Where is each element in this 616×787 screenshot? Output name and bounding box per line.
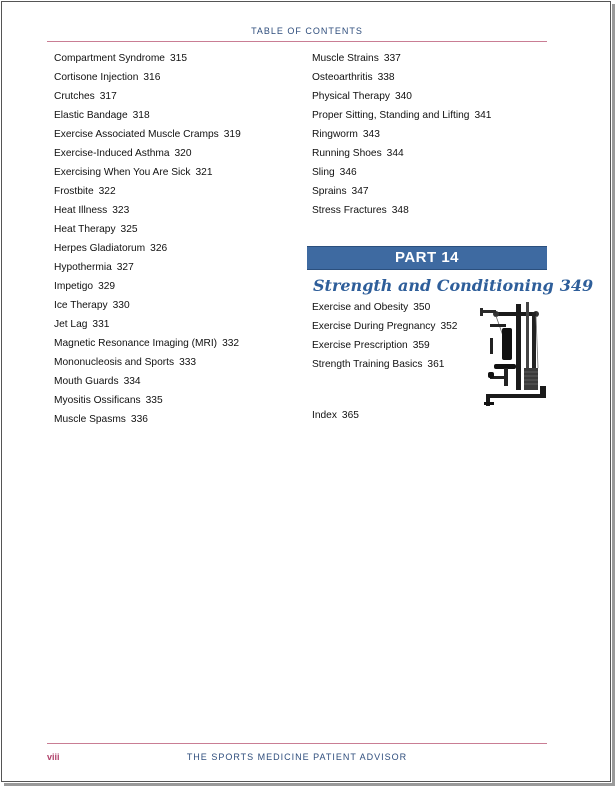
toc-entry[interactable]: Elastic Bandage 318 [54, 110, 150, 121]
toc-entry[interactable]: Mouth Guards 334 [54, 376, 141, 387]
toc-entry[interactable]: Strength Training Basics 361 [312, 359, 445, 370]
page-shadow-right [612, 4, 615, 785]
running-header: TABLE OF CONTENTS [251, 26, 363, 36]
toc-entry[interactable]: Crutches 317 [54, 91, 117, 102]
toc-entry[interactable]: Exercise Prescription 359 [312, 340, 430, 351]
toc-entry[interactable]: Ringworm 343 [312, 129, 380, 140]
footer-rule [47, 743, 547, 744]
toc-entry[interactable]: Myositis Ossificans 335 [54, 395, 163, 406]
toc-entry[interactable]: Muscle Strains 337 [312, 53, 401, 64]
weight-machine-icon [480, 298, 554, 410]
toc-entry[interactable]: Muscle Spasms 336 [54, 414, 148, 425]
toc-entry[interactable]: Jet Lag 331 [54, 319, 110, 330]
toc-entry[interactable]: Hypothermia 327 [54, 262, 134, 273]
part-entries [312, 298, 457, 374]
toc-entry[interactable]: Cortisone Injection 316 [54, 72, 161, 83]
page-shadow-bottom [4, 783, 615, 786]
toc-entry[interactable]: Exercise-Induced Asthma 320 [54, 148, 192, 159]
toc-right-column [312, 49, 491, 220]
toc-entry[interactable]: Heat Illness 323 [54, 205, 130, 216]
index-entry[interactable]: Index 365 [312, 410, 359, 421]
toc-entry[interactable]: Sprains 347 [312, 186, 369, 197]
toc-entry[interactable]: Exercising When You Are Sick 321 [54, 167, 213, 178]
running-footer: THE SPORTS MEDICINE PATIENT ADVISOR [186, 752, 408, 762]
toc-entry[interactable]: Proper Sitting, Standing and Lifting 341 [312, 110, 492, 121]
toc-entry[interactable]: Ice Therapy 330 [54, 300, 130, 311]
toc-entry[interactable]: Heat Therapy 325 [54, 224, 138, 235]
toc-entry[interactable]: Compartment Syndrome 315 [54, 53, 187, 64]
toc-entry[interactable]: Sling 346 [312, 167, 357, 178]
toc-entry[interactable]: Running Shoes 344 [312, 148, 404, 159]
toc-entry[interactable]: Frostbite 322 [54, 186, 116, 197]
toc-entry[interactable]: Mononucleosis and Sports 333 [54, 357, 197, 368]
toc-entry[interactable]: Physical Therapy 340 [312, 91, 412, 102]
part-banner: PART 14 [307, 246, 547, 270]
toc-left-column [54, 49, 241, 429]
header-rule [47, 41, 547, 42]
toc-entry[interactable]: Exercise Associated Muscle Cramps 319 [54, 129, 241, 140]
toc-entry[interactable]: Herpes Gladiatorum 326 [54, 243, 168, 254]
toc-entry[interactable]: Osteoarthritis 338 [312, 72, 395, 83]
folio-page-number: viii [47, 752, 60, 762]
book-page [1, 1, 611, 782]
toc-entry[interactable]: Magnetic Resonance Imaging (MRI) 332 [54, 338, 240, 349]
part-title[interactable]: Strength and Conditioning 349 [313, 276, 594, 295]
toc-entry[interactable]: Exercise and Obesity 350 [312, 302, 431, 313]
toc-entry[interactable]: Exercise During Pregnancy 352 [312, 321, 458, 332]
toc-entry[interactable]: Stress Fractures 348 [312, 205, 409, 216]
toc-entry[interactable]: Impetigo 329 [54, 281, 116, 292]
